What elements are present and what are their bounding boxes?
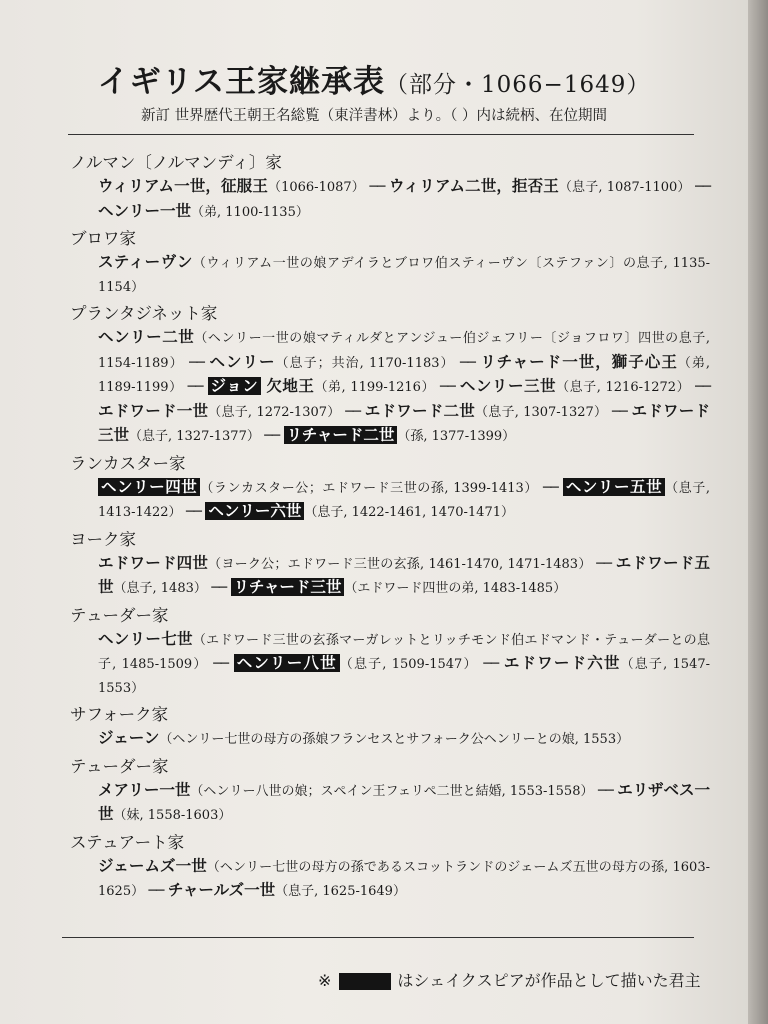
monarch-relation: （ヘンリー七世の母方の孫であるスコットランドのジェームズ五世の母方の孫, 1603-1625）	[98, 859, 710, 899]
house-name: ブロワ家	[70, 229, 136, 248]
house-reign-list	[98, 628, 710, 701]
succession-connector: ──	[345, 403, 361, 420]
house-reign-list	[98, 779, 710, 828]
monarch-name-shakespeare: ジョン	[208, 377, 262, 395]
monarch-relation: （息子, 1216-1272）	[556, 380, 691, 395]
footnote	[318, 968, 701, 991]
monarch-name: ジェーン	[98, 729, 160, 747]
house-name: ノルマン〔ノルマンディ〕家	[70, 153, 282, 172]
top-divider	[68, 134, 694, 135]
succession-connector: ──	[148, 883, 164, 899]
monarch-name: ジェームズ一世	[98, 856, 207, 875]
monarch-name: エドワード四世	[98, 553, 209, 572]
source-note: 新訂 世界歴代王朝王名総覧（東洋書林）より。（ ）内は続柄、在位期間	[141, 108, 607, 124]
house-name: ヨーク家	[70, 529, 136, 549]
house-reign-list	[98, 476, 710, 525]
monarch-name-shakespeare: ヘンリー八世	[234, 654, 340, 672]
house-reign-list	[98, 251, 710, 299]
succession-connector: ──	[483, 656, 499, 672]
house-name: テューダー家	[70, 605, 169, 625]
monarch-name: エドワード二世	[364, 401, 475, 420]
monarch-relation: （1066-1087）	[267, 180, 365, 195]
succession-connector: ──	[187, 379, 203, 395]
monarch-relation: （息子, 1547-1553）	[98, 657, 711, 696]
succession-connector: ──	[542, 479, 558, 496]
monarch-name: ウィリアム一世，征服王	[98, 177, 268, 195]
monarch-name: ヘンリー一世	[98, 201, 192, 220]
monarch-relation: （息子, 1413-1422）	[98, 480, 710, 520]
monarch-name: エドワード一世	[98, 401, 209, 420]
monarch-relation: （息子, 1307-1327）	[474, 404, 608, 420]
succession-connector: ──	[695, 379, 711, 395]
page-title	[0, 56, 748, 101]
house-reign-list	[98, 552, 710, 601]
monarch-relation: （息子, 1422-1461, 1470-1471）	[304, 505, 514, 520]
monarch-relation: （ヘンリー一世の娘マティルダとアンジュー伯ジェフリー〔ジョフロワ〕四世の息子, 1154-1189）	[98, 331, 710, 371]
monarch-name-shakespeare: リチャード二世	[284, 426, 398, 444]
succession-connector: ──	[460, 354, 475, 371]
monarch-relation: （息子, 1327-1377）	[129, 429, 260, 444]
monarch-name: エドワード六世	[503, 654, 621, 672]
succession-connector: ──	[439, 379, 455, 395]
monarch-name: エドワード三世	[98, 401, 711, 444]
house-name: サフォーク家	[70, 705, 169, 724]
monarch-relation: （エドワード三世の玄孫マーガレットとリッチモンド伯エドマンド・テューダーとの息子, 1485-1509）	[98, 632, 710, 672]
footnote-text: はシェイクスピアが作品として描いた君主	[397, 971, 701, 990]
monarch-relation: （孫, 1377-1399）	[397, 429, 516, 444]
monarch-name: メアリー一世	[98, 780, 191, 799]
house-name: ステュアート家	[70, 832, 185, 852]
monarch-name-shakespeare: リチャード三世	[231, 578, 345, 596]
monarch-epithet: 欠地王	[266, 377, 315, 395]
monarch-name: エドワード五世	[98, 553, 710, 596]
monarch-name: ヘンリー	[209, 352, 276, 371]
monarch-relation: （弟, 1189-1199）	[98, 355, 711, 395]
monarch-name-shakespeare: ヘンリー四世	[98, 478, 200, 496]
monarch-relation: （弟, 1100-1135）	[191, 204, 309, 220]
succession-connector: ──	[213, 656, 229, 672]
monarch-name: エリザベス一世	[98, 780, 711, 823]
monarch-relation: （エドワード四世の弟, 1483-1485）	[344, 581, 567, 596]
monarch-relation: （息子, 1087-1100）	[558, 180, 691, 195]
monarch-relation: （ヘンリー八世の娘；スペイン王フェリペ二世と結婚, 1553-1558）	[190, 783, 594, 799]
monarch-name: スティーヴン	[98, 253, 193, 271]
succession-table	[70, 151, 710, 907]
house-name: テューダー家	[70, 756, 169, 776]
title-period: （部分・1066−1649）	[385, 72, 651, 98]
monarch-relation: （ヘンリー七世の母方の孫娘フランセスとサフォーク公ヘンリーとの娘, 1553）	[159, 732, 630, 747]
title-main: イギリス王家継承表	[97, 64, 386, 100]
monarch-relation: （息子, 1625-1649）	[275, 884, 406, 899]
shakespeare-legend-swatch	[339, 973, 391, 990]
monarch-relation: （息子, 1272-1307）	[208, 404, 341, 420]
succession-connector: ──	[611, 403, 627, 420]
monarch-relation: （息子；共治, 1170-1183）	[275, 355, 455, 371]
monarch-name: チャールズ一世	[167, 881, 276, 899]
monarch-name-shakespeare: ヘンリー六世	[205, 502, 304, 520]
succession-connector: ──	[186, 504, 201, 520]
succession-connector: ──	[369, 179, 385, 195]
monarch-relation: （ヨーク公；エドワード三世の玄孫, 1461-1470, 1471-1483）	[208, 556, 592, 572]
succession-connector: ──	[695, 179, 710, 195]
monarch-name: ヘンリー七世	[98, 629, 193, 648]
bottom-divider	[62, 937, 694, 938]
monarch-relation: （妹, 1558-1603）	[113, 808, 232, 823]
monarch-name: ヘンリー二世	[98, 328, 195, 346]
monarch-relation: （弟, 1199-1216）	[314, 380, 435, 395]
monarch-name: ウィリアム二世，拒否王	[388, 177, 559, 195]
monarch-relation: （ランカスター公；エドワード三世の孫, 1399-1413）	[200, 480, 538, 496]
house-reign-list	[98, 175, 710, 224]
house-reign-list	[98, 855, 710, 904]
monarch-relation: （ウィリアム一世の娘アデイラとブロワ伯スティーヴン〔ステファン〕の息子, 1135-1154）	[98, 256, 711, 295]
footnote-mark: ※	[318, 971, 332, 990]
monarch-relation: （息子, 1509-1547）	[339, 657, 478, 672]
house-reign-list	[98, 727, 710, 752]
succession-connector: ──	[597, 782, 613, 799]
succession-connector: ──	[596, 555, 612, 572]
house-name: ランカスター家	[70, 453, 186, 473]
monarch-name: ヘンリー三世	[459, 377, 557, 395]
monarch-name-shakespeare: ヘンリー五世	[563, 478, 665, 496]
succession-connector: ──	[211, 580, 227, 596]
house-reign-list	[98, 326, 710, 449]
house-name: プランタジネット家	[70, 304, 218, 323]
succession-connector: ──	[189, 354, 204, 371]
monarch-name: リチャード一世，獅子心王	[480, 352, 678, 371]
succession-connector: ──	[264, 428, 280, 444]
monarch-relation: （息子, 1483）	[113, 581, 207, 596]
page-edge	[748, 0, 768, 1024]
